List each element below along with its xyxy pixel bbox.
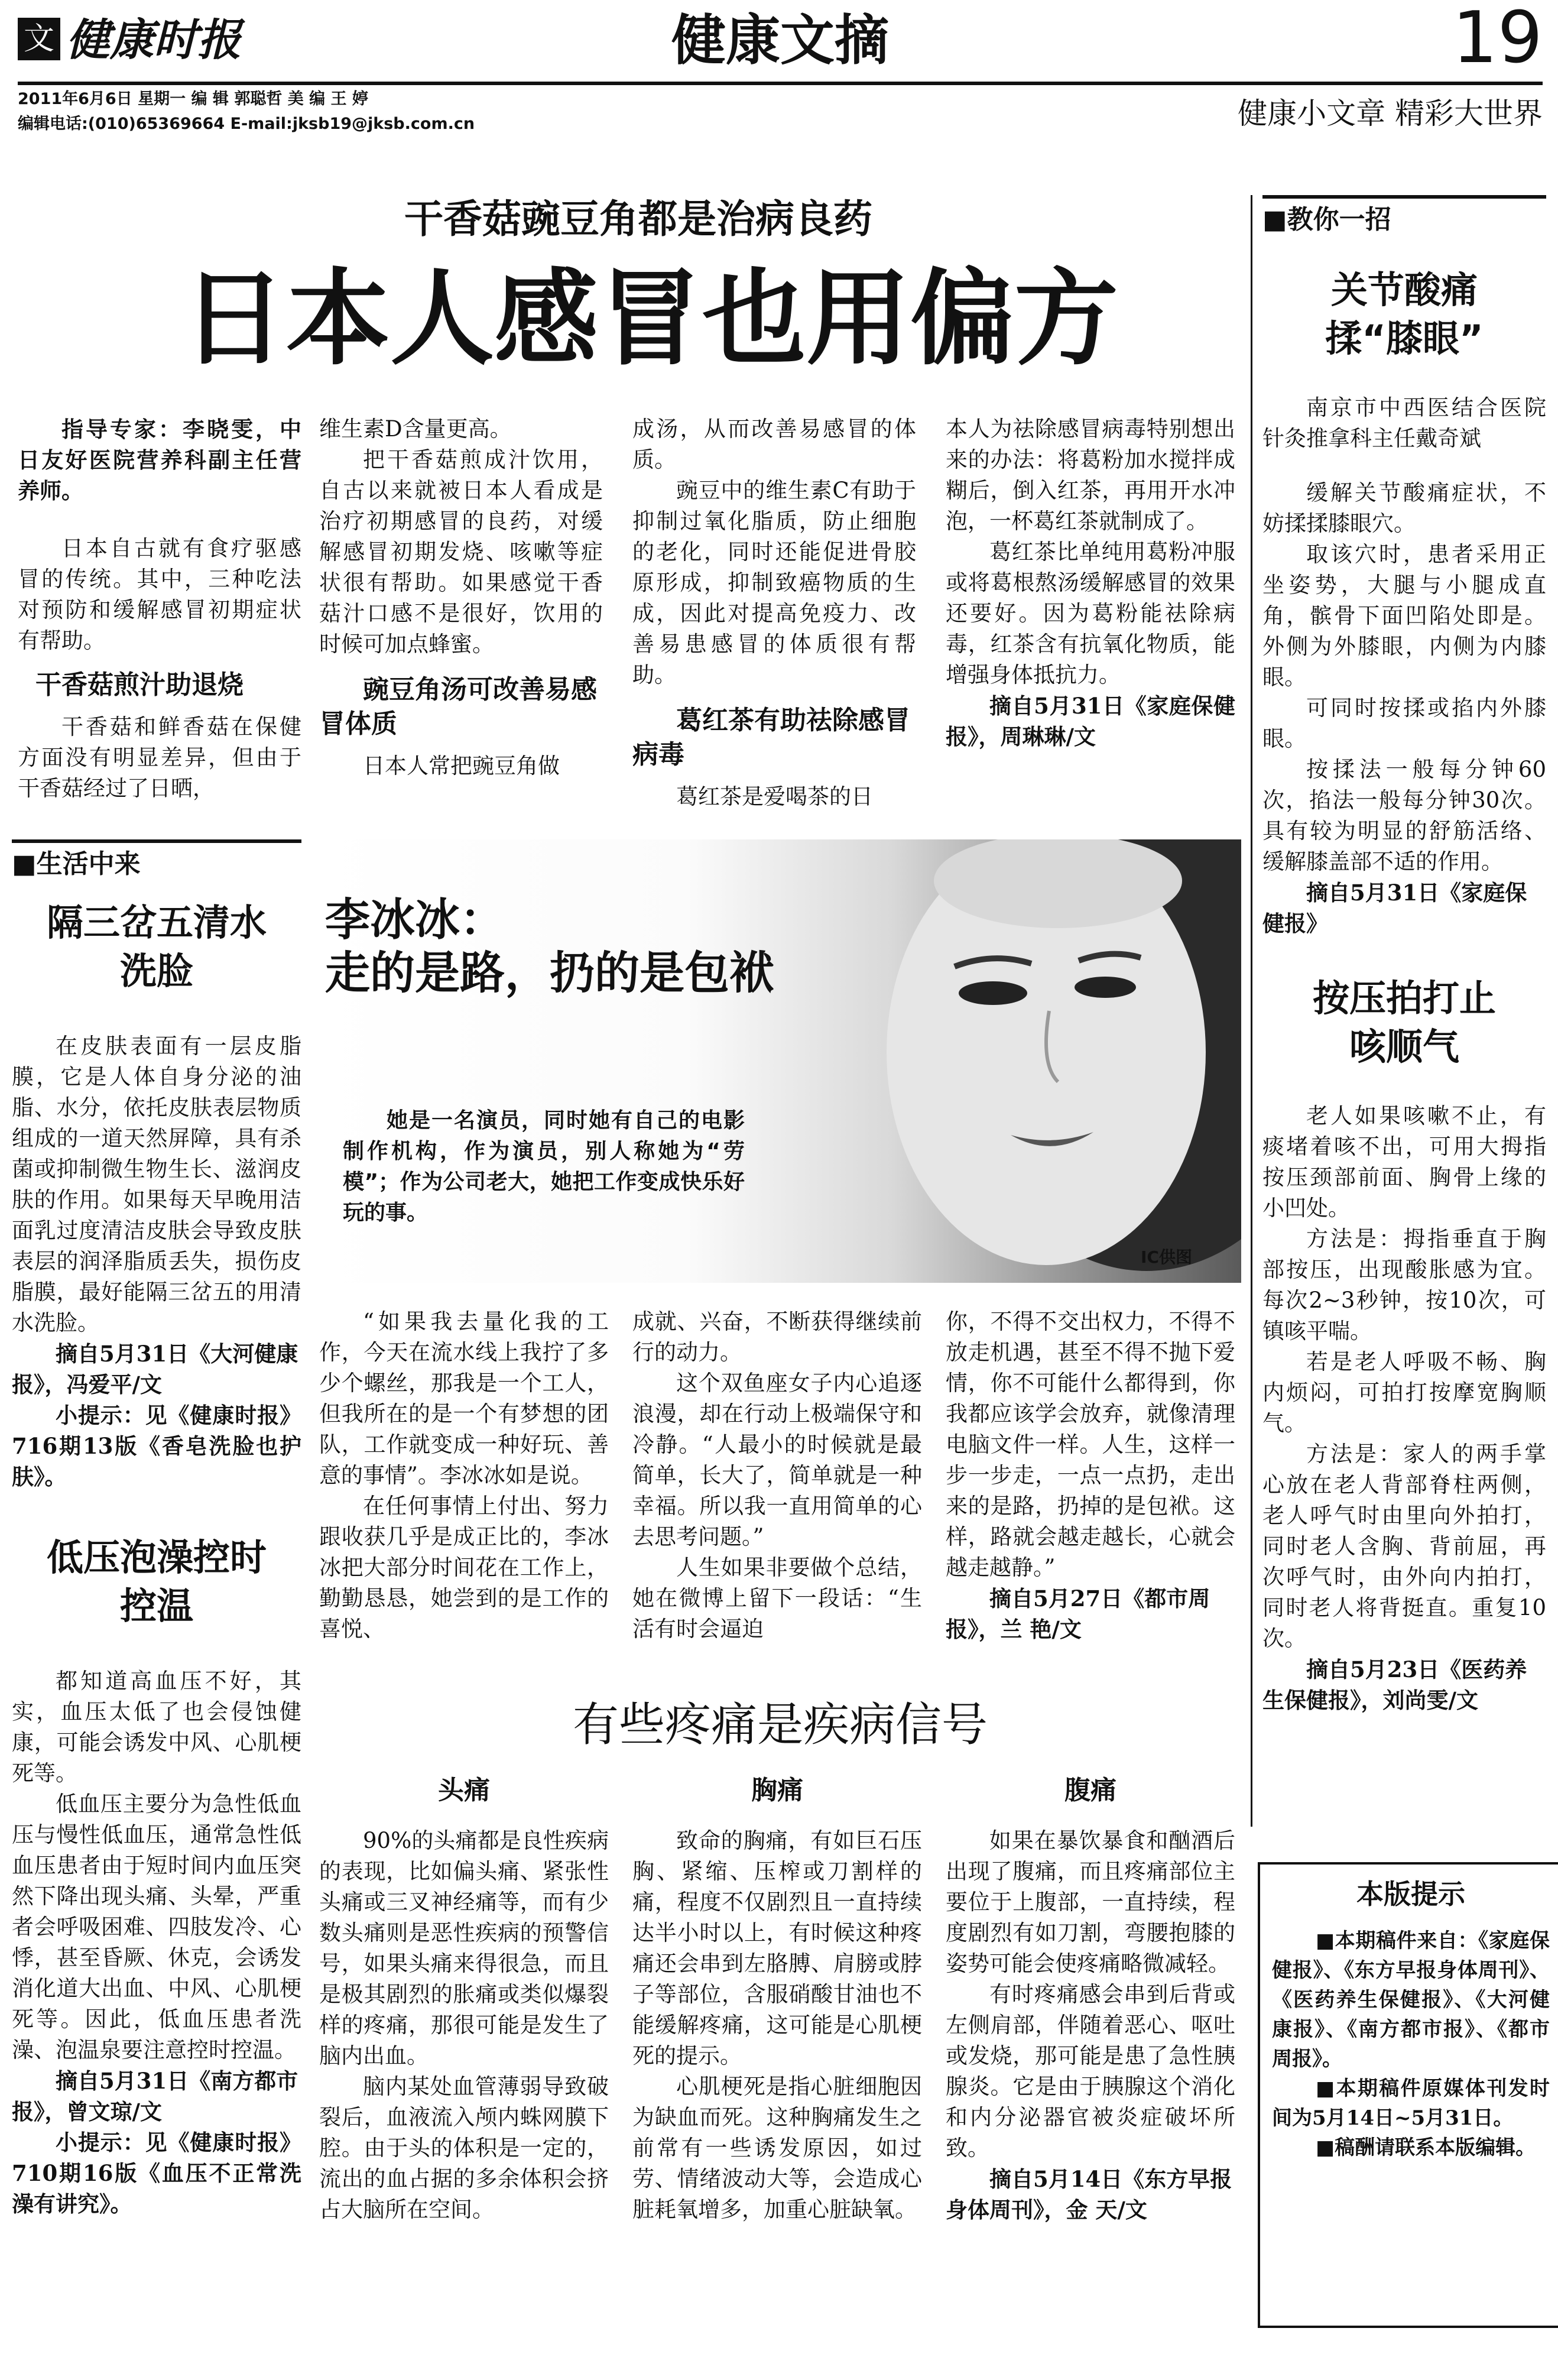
tip-2-body: 若是老人呼吸不畅、胸内烦闷，可拍打按摩宽胸顺气。 <box>1262 1349 1546 1436</box>
lead-column-3 <box>632 414 916 812</box>
life-column <box>12 839 301 2219</box>
notice-paragraph: ■本期稿件原媒体刊发时间为5月14日~5月31日。 <box>1272 2077 1550 2130</box>
tip-1-title: 关节酸痛揉“膝眼” <box>1325 268 1484 360</box>
lead-title: 日本人感冒也用偏方 <box>181 258 1118 380</box>
tip-2-title: 按压拍打止咳顺气 <box>1312 977 1496 1068</box>
contact-line: 编辑电话:(010)65369664 E-mail:jksb19@jksb.com.cn <box>18 115 475 133</box>
notice-title: 本版提示 <box>1356 1878 1465 1910</box>
feature-title-line-1: 李冰冰： <box>325 893 505 946</box>
lead-paragraph: 干香菇和鲜香菇在保健方面没有明显差异，但由于干香菇经过了日晒， <box>18 714 301 801</box>
logo-seal-icon: 文 <box>18 18 60 60</box>
lead-subhead-3: 葛红茶有助祛除感冒病毒 <box>632 705 910 770</box>
feature-title-line-2: 走的是路，扔的是包袱 <box>325 946 774 999</box>
lead-source: 摘自5月31日《家庭保健报》，周琳琳/文 <box>946 693 1235 750</box>
notice-paragraph: ■本期稿件来自：《家庭保健报》、《东方早报身体周刊》、《医药养生保健报》、《大河健康报》、《南方都市报》、《都市周报》。 <box>1272 1929 1550 2071</box>
lead-column-1 <box>18 414 301 804</box>
feature-paragraph: “如果我去量化我的工作，今天在流水线上我拧了多少个螺丝，那我是一个工人，但我所在的是一个有梦想的团队，工作就变成一种好玩、善意的事情”。李冰冰如是说。 <box>319 1309 609 1488</box>
tip-1-body: 缓解关节酸痛症状，不妨揉揉膝眼穴。 <box>1262 480 1546 536</box>
portrait-eye-right <box>1075 977 1136 998</box>
lead-paragraph: 豌豆中的维生素C有助于抑制过氧化脂质，防止细胞的老化，同时还能促进骨胶原形成，抑制致癌物质的生成，因此对提高免疫力、改善易患感冒的体质很有帮助。 <box>632 478 916 688</box>
tip-1-body: 可同时按揉或掐内外膝眼。 <box>1262 695 1546 751</box>
life-article-2-source: 摘自5月31日《南方都市报》，曾文琼/文 <box>12 2068 298 2125</box>
expert-line: 指导专家：李晓雯，中日友好医院营养科副主任营养师。 <box>18 416 301 504</box>
tip-1-body: 取该穴时，患者采用正坐姿势，大腿与小腿成直角，髌骨下面凹陷处即是。外侧为外膝眼，内侧为内膝眼。 <box>1262 542 1546 690</box>
life-article-1-body: 在皮肤表面有一层皮脂膜，它是人体自身分泌的油脂、水分，依托皮肤表层物质组成的一道天然屏障，具有杀菌或抑制微生物生长、滋润皮肤的作用。如果每天早晚用洁面乳过度清洁皮肤会导致皮肤表层的润泽脂质丢失，损伤皮脂膜，最好能隔三岔五的用清水洗脸。 <box>12 1033 301 1335</box>
pain-column-chest <box>632 1773 922 2225</box>
feature-paragraph: 成就、兴奋，不断获得继续前行的动力。 <box>632 1309 922 1365</box>
newspaper-logo <box>18 13 242 66</box>
lead-kicker: 干香菇豌豆角都是治病良药 <box>404 196 872 242</box>
portrait-eye-left <box>959 981 1027 1005</box>
masthead <box>0 0 1558 148</box>
life-article-2-body: 低血压主要分为急性低血压与慢性低血压，通常急性低血压患者由于短时间内血压突然下降出现头痛、头晕，严重者会呼吸困难、四肢发冷、心悸，甚至昏厥、休克，会诱发消化道大出血、中风、心肌梗死等。因此，低血压患者洗澡、泡温泉要注意控时控温。 <box>12 1791 301 2063</box>
lead-paragraph: 葛红茶比单纯用葛粉冲服或将葛根熬汤缓解感冒的效果还要好。因为葛粉能祛除病毒，红茶含有抗氧化物质，能增强身体抵抗力。 <box>946 539 1235 688</box>
tips-column <box>1262 195 1546 1716</box>
feature-column-1 <box>319 1306 609 1645</box>
pain-source: 摘自5月14日《东方早报身体周刊》，金 天/文 <box>946 2166 1232 2223</box>
pain-paragraph: 如果在暴饮暴食和酗酒后出现了腹痛，而且疼痛部位主要位于上腹部，一直持续，程度剧烈有如刀割，弯腰抱膝的姿势可能会使疼痛略微减轻。 <box>946 1828 1235 1976</box>
tip-1-author: 南京市中西医结合医院针灸推拿科主任戴奇斌 <box>1262 395 1546 451</box>
pain-subhead: 头痛 <box>438 1775 490 1805</box>
feature-paragraph: 人生如果非要做个总结，她在微博上留下一段话：“生活有时会逼迫 <box>632 1555 922 1642</box>
tip-2-body: 老人如果咳嗽不止，有痰堵着咳不出，可用大拇指按压颈部前面、胸骨上缘的小凹处。 <box>1262 1103 1546 1221</box>
feature-intro: 她是一名演员，同时她有自己的电影制作机构，作为演员，别人称她为“劳模”；作为公司老大，她把工作变成快乐好玩的事。 <box>343 1108 745 1225</box>
lead-subhead-2: 豌豆角汤可改善易感冒体质 <box>319 675 597 739</box>
lead-paragraph: 把干香菇煎成汁饮用，自古以来就被日本人看成是治疗初期感冒的良药，对缓解感冒初期发烧、咳嗽等症状很有帮助。如果感觉干香菇汁口感不是很好，饮用的时候可加点蜂蜜。 <box>319 447 603 657</box>
lead-paragraph: 日本人常把豌豆角做 <box>363 753 560 779</box>
notice-paragraph: ■稿酬请联系本版编辑。 <box>1316 2136 1536 2159</box>
pain-subhead: 胸痛 <box>751 1775 803 1805</box>
pain-paragraph: 致命的胸痛，有如巨石压胸、紧缩、压榨或刀割样的痛，程度不仅剧烈且一直持续达半小时以上，有时候这种疼痛还会串到左胳膊、肩膀或脖子等部位，含服硝酸甘油也不能缓解疼痛，这可能是心肌梗死的提示。 <box>632 1828 922 2068</box>
section-title: 健康文摘 <box>671 9 889 72</box>
life-column-title: ■生活中来 <box>12 839 301 881</box>
life-article-2-title: 低压泡澡控时控温 <box>46 1536 267 1627</box>
pain-column-abdomen <box>946 1773 1235 2225</box>
feature-paragraph: 在任何事情上付出、努力跟收获几乎是成正比的，李冰冰把大部分时间花在工作上，勤勤恳恳，她尝到的是工作的喜悦、 <box>319 1493 609 1642</box>
pain-paragraph: 有时疼痛感会串到后背或左侧肩部，伴随着恶心、呕吐或发烧，那可能是患了急性胰腺炎。它是由于胰腺这个消化和内分泌器官被炎症破坏所致。 <box>946 1982 1235 2161</box>
feature-column-3 <box>946 1306 1235 1645</box>
photo-credit: IC供图 <box>1141 1247 1192 1267</box>
masthead-rule <box>18 82 1543 85</box>
pain-column-headache <box>319 1773 609 2225</box>
page-number: 19 <box>1452 0 1543 79</box>
feature-photo <box>319 839 1241 1283</box>
feature-source: 摘自5月27日《都市周报》，兰 艳/文 <box>946 1585 1210 1642</box>
feature-column-2 <box>632 1306 922 1645</box>
lead-subhead-1: 干香菇煎汁助退烧 <box>35 670 244 700</box>
tip-2-body: 方法是：家人的两手掌心放在老人背部脊柱两侧，老人呼气时由里向外拍打，同时老人含胸、背前屈，再次呼气时，由外向内拍打，同时老人将背挺直。重复10次。 <box>1262 1441 1546 1651</box>
notice-box <box>1258 1862 1558 2328</box>
feature-paragraph: 这个双鱼座女子内心追逐浪漫，却在行动上极端保守和冷静。“人最小的时候就是最简单，长大了，简单就是一种幸福。所以我一直用简单的心去思考问题。” <box>632 1370 922 1549</box>
pain-paragraph: 心肌梗死是指心脏细胞因为缺血而死。这种胸痛发生之前常有一些诱发原因，如过劳、情绪波动大等，会造成心脏耗氧增多，加重心脏缺氧。 <box>632 2074 922 2222</box>
logo-text: 健康时报 <box>66 15 241 66</box>
lead-column-2 <box>319 414 603 782</box>
lead-paragraph: 本人为祛除感冒病毒特别想出来的办法：将葛粉加水搅拌成糊后，倒入红茶，再用开水冲泡，一杯葛红茶就制成了。 <box>946 416 1235 534</box>
tip-1-body: 按揉法一般每分钟60次，掐法一般每分钟30次。具有较为明显的舒筋活络、缓解膝盖部不适的作用。 <box>1262 757 1546 874</box>
date-line: 2011年6月6日 星期一 编 辑 郭聪哲 美 编 王 婷 <box>18 90 368 108</box>
pain-title: 有些疼痛是疾病信号 <box>572 1698 988 1752</box>
tips-column-title: ■教你一招 <box>1262 195 1546 236</box>
pain-subhead: 腹痛 <box>1064 1775 1116 1805</box>
feature-paragraph: 你，不得不交出权力，不得不放走机遇，甚至不得不抛下爱情，你不可能什么都得到，你我都应该学会放弃，就像清理电脑文件一样。人生，这样一步一步走，一点一点扔，走出来的是路，扔掉的是包袱。这样，路就会越走越长，心就会越走越静。” <box>946 1309 1235 1580</box>
lead-paragraph: 葛红茶是爱喝茶的日 <box>676 784 873 809</box>
tip-2-source: 摘自5月23日《医药养生保健报》，刘尚雯/文 <box>1262 1656 1527 1713</box>
life-article-2-body: 都知道高血压不好，其实，血压太低了也会侵蚀健康，可能会诱发中风、心肌梗死等。 <box>12 1668 301 1786</box>
lead-paragraph: 维生素D含量更高。 <box>319 416 512 442</box>
life-article-1-title: 隔三岔五清水洗脸 <box>46 901 267 993</box>
pain-paragraph: 90%的头痛都是良性疾病的表现，比如偏头痛、紧张性头痛或三叉神经痛等，而有少数头痛则是恶性疾病的预警信号，如果头痛来得很急，而且是极其剧烈的胀痛或类似爆裂样的疼痛，那很可能是发生了脑内出血。 <box>319 1828 609 2068</box>
column-divider <box>1251 195 1252 1827</box>
life-article-1-source: 摘自5月31日《大河健康报》，冯爱平/文 <box>12 1341 298 1397</box>
life-article-2-tip: 小提示：见《健康时报》710期16版《血压不正常洗澡有讲究》。 <box>12 2129 301 2217</box>
lead-paragraph: 日本自古就有食疗驱感冒的传统。其中，三种吃法对预防和缓解感冒初期症状有帮助。 <box>18 536 301 653</box>
pain-paragraph: 脑内某处血管薄弱导致破裂后，血液流入颅内蛛网膜下腔。由于头的体积是一定的，流出的血占据的多余体积会挤占大脑所在空间。 <box>319 2074 609 2222</box>
tip-2-body: 方法是：拇指垂直于胸部按压，出现酸胀感为宜。每次2~3秒钟，按10次，可镇咳平喘。 <box>1262 1226 1546 1344</box>
tip-1-source: 摘自5月31日《家庭保健报》 <box>1262 880 1527 936</box>
lead-paragraph: 成汤，从而改善易感冒的体质。 <box>632 416 916 472</box>
life-article-1-tip: 小提示：见《健康时报》716期13版《香皂洗脸也护肤》。 <box>12 1402 301 1490</box>
lead-column-4 <box>946 414 1235 752</box>
slogan: 健康小文章 精彩大世界 <box>1238 96 1543 131</box>
